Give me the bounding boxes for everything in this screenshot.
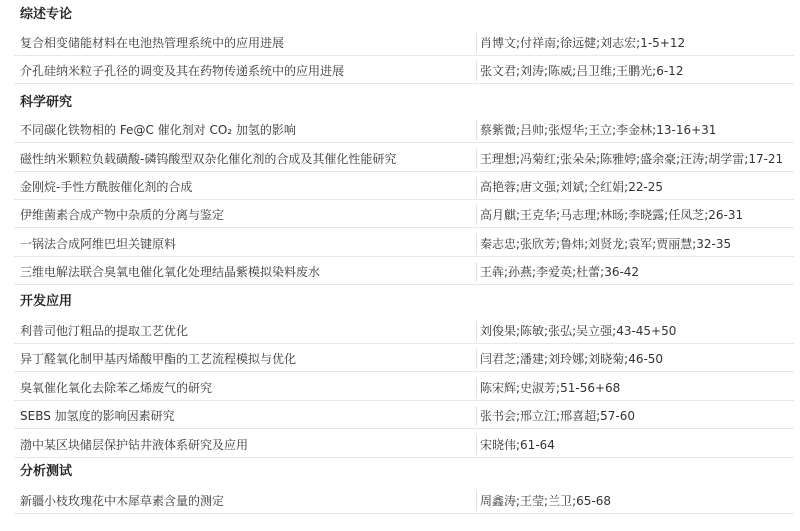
article-pages: 65-68 [576,494,612,508]
column-divider [476,120,477,140]
article-row[interactable] [14,259,794,285]
article-meta [480,488,611,514]
column-divider [476,33,477,53]
article-row[interactable] [14,58,794,84]
article-meta [480,58,683,84]
article-authors: 王犇;孙燕;李爱英;杜蕾; [480,265,605,279]
article-title-link[interactable]: 伊维菌素合成产物中杂质的分离与鉴定 [20,208,225,222]
article-authors: 高艳蓉;唐文强;刘斌;仝红娟; [480,180,629,194]
article-pages: 57-60 [600,409,636,423]
column-divider [476,378,477,398]
article-row[interactable] [14,488,794,514]
article-title-link[interactable]: 臭氧催化氧化去除苯乙烯废气的研究 [20,381,213,395]
article-title-link[interactable]: 一锅法合成阿维巴坦关键原料 [20,237,177,251]
article-pages: 1-5+12 [640,36,686,50]
article-meta [480,403,635,429]
article-title-link[interactable]: 介孔硅纳米粒子孔径的调变及其在药物传递系统中的应用进展 [20,64,345,78]
article-meta [480,202,743,228]
column-divider [476,321,477,341]
article-row[interactable] [14,117,794,143]
article-row[interactable] [14,375,794,401]
article-meta [480,146,783,172]
article-title-link[interactable]: 异丁醛氧化制甲基丙烯酸甲酯的工艺流程模拟与优化 [20,352,297,366]
article-row[interactable] [14,202,794,228]
article-pages: 32-35 [696,237,732,251]
article-meta [480,346,663,372]
article-title-link[interactable]: 利普司他汀粗品的提取工艺优化 [20,324,189,338]
article-title-link[interactable]: 金刚烷-手性方酰胺催化剂的合成 [20,180,193,194]
article-authors: 高月麒;王克华;马志理;林旸;李晓露;任凤芝; [480,208,709,222]
article-meta [480,432,555,458]
column-divider [476,149,477,169]
column-divider [476,177,477,197]
column-divider [476,61,477,81]
article-pages: 51-56+68 [560,381,621,395]
article-row[interactable] [14,346,794,372]
article-pages: 13-16+31 [656,123,717,137]
article-title-link[interactable]: 复合相变储能材料在电池热管理系统中的应用进展 [20,36,285,50]
article-title-link[interactable]: 不同碳化铁物相的 Fe@C 催化剂对 CO₂ 加氢的影响 [20,123,296,137]
article-pages: 36-42 [604,265,640,279]
article-row[interactable] [14,318,794,344]
article-title-link[interactable]: 磁性纳米颗粒负载磺酸-磷钨酸型双杂化催化剂的合成及其催化性能研究 [20,152,397,166]
article-authors: 刘俊果;陈敏;张弘;吴立强; [480,324,617,338]
column-divider [476,349,477,369]
article-row[interactable] [14,432,794,458]
article-meta [480,30,685,56]
article-meta [480,259,639,285]
article-pages: 26-31 [708,208,744,222]
article-authors: 王理想;冯菊红;张朵朵;陈雅婷;盛余豪;汪涛;胡学雷; [480,152,749,166]
article-authors: 周鑫涛;王莹;兰卫; [480,494,577,508]
article-row[interactable] [14,403,794,429]
article-authors: 肖博文;付祥南;徐远健;刘志宏; [480,36,641,50]
article-pages: 43-45+50 [616,324,677,338]
section-title: 科学研究 [20,95,73,110]
article-authors: 宋晓伟; [480,438,521,452]
article-pages: 17-21 [748,152,784,166]
article-pages: 22-25 [628,180,664,194]
article-meta [480,318,676,344]
article-pages: 46-50 [628,352,664,366]
article-authors: 蔡紫微;吕帅;张煜华;王立;李金林; [480,123,657,137]
article-meta [480,375,620,401]
article-title-link[interactable]: SEBS 加氢度的影响因素研究 [20,409,175,423]
section-title: 开发应用 [20,294,73,309]
article-title-link[interactable]: 新疆小枝玫瑰花中木犀草素含量的测定 [20,494,225,508]
section-title: 分析测试 [20,464,73,479]
article-title-link[interactable]: 三维电解法联合臭氧电催化氧化处理结晶紫模拟染料废水 [20,265,321,279]
article-meta [480,117,716,143]
article-meta [480,174,663,200]
article-authors: 张书会;邢立江;邢喜超; [480,409,601,423]
article-row[interactable] [14,30,794,56]
article-title-link[interactable]: 渤中某区块储层保护钻井液体系研究及应用 [20,438,249,452]
article-pages: 61-64 [520,438,555,452]
column-divider [476,491,477,511]
column-divider [476,205,477,225]
article-authors: 陈宋辉;史淑芳; [480,381,561,395]
article-row[interactable] [14,231,794,257]
article-row[interactable] [14,146,794,172]
section-title: 综述专论 [20,7,73,22]
article-row[interactable] [14,174,794,200]
column-divider [476,435,477,455]
article-authors: 闫君芝;潘建;刘玲娜;刘晓菊; [480,352,629,366]
article-pages: 6-12 [656,64,684,78]
column-divider [476,234,477,254]
article-authors: 张文君;刘涛;陈威;吕卫维;王鹏光; [480,64,657,78]
column-divider [476,406,477,426]
article-authors: 秦志忠;张欣芳;鲁炜;刘贤龙;袁军;贾丽慧; [480,237,697,251]
column-divider [476,262,477,282]
article-meta [480,231,731,257]
